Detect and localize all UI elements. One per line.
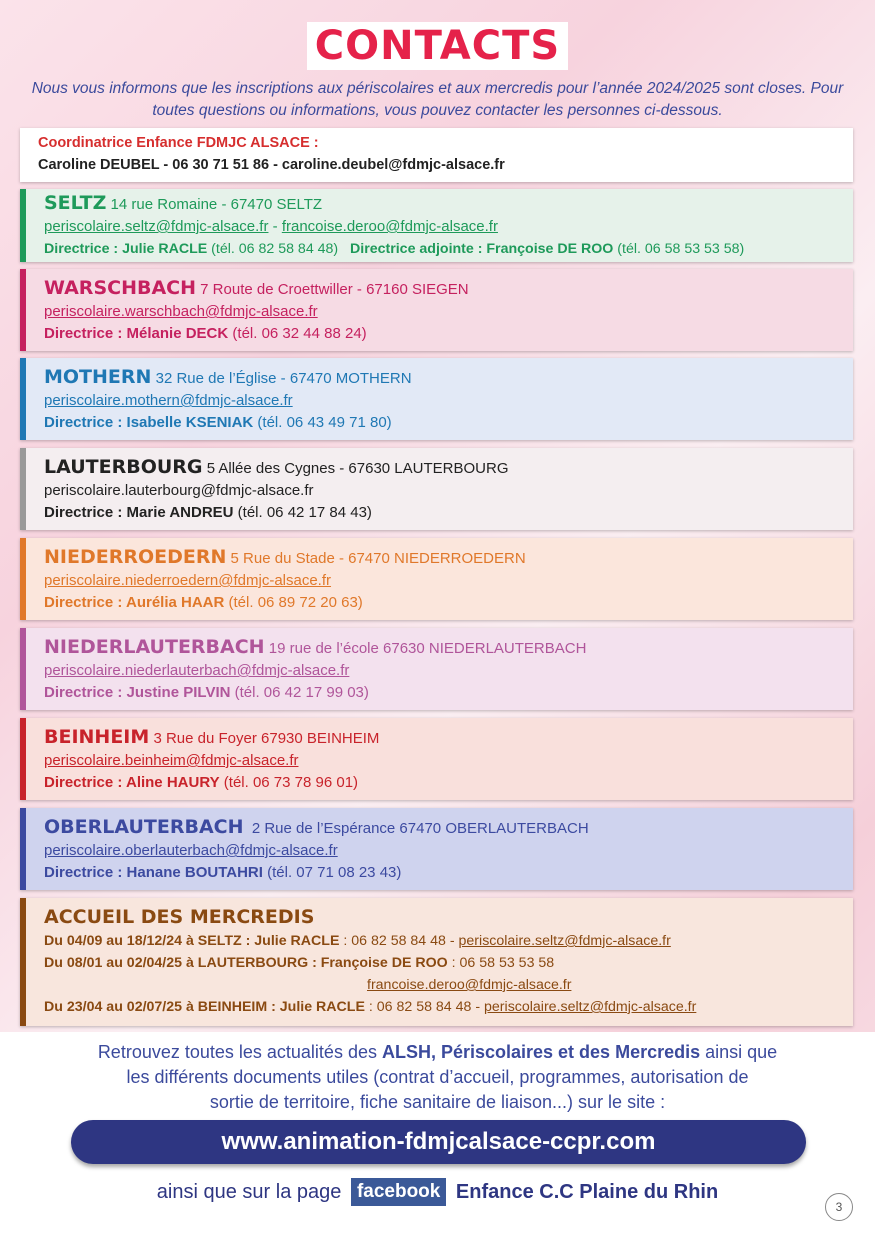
contact-card-mothern (20, 358, 853, 440)
site-address: 5 Rue du Stade - 67470 NIEDERROEDERN (230, 550, 526, 567)
footer-line-1: Retrouvez toutes les actualités des (97, 1042, 382, 1062)
facebook-logo-icon[interactable]: facebook (351, 1178, 446, 1206)
section-title: ACCUEIL DES MERCREDIS (44, 906, 315, 928)
accent-bar (20, 358, 26, 440)
footer-line-3: sortie de territoire, fiche sanitaire de liaison...) sur le site : (209, 1092, 666, 1112)
director-label: Directrice : Mélanie DECK (44, 325, 229, 342)
contact-card-oberlauterbach (20, 808, 853, 890)
schedule-label: Du 08/01 au 02/04/25 à LAUTERBOURG : Françoise DE ROO (44, 955, 448, 971)
site-name: NIEDERROEDERN (44, 546, 227, 568)
schedule-label: Du 04/09 au 18/12/24 à SELTZ : Julie RACLE (44, 933, 340, 949)
contact-card-niederlauterbach (20, 628, 853, 710)
site-name: LAUTERBOURG (44, 456, 203, 478)
email-link[interactable]: francoise.deroo@fdmjc-alsace.fr (367, 977, 572, 993)
email-link[interactable]: periscolaire.seltz@fdmjc-alsace.fr (484, 999, 697, 1015)
email-link[interactable]: periscolaire.niederlauterbach@fdmjc-alsace.fr (44, 662, 350, 679)
facebook-page-name[interactable]: Enfance C.C Plaine du Rhin (455, 1181, 719, 1203)
director-phone: (tél. 06 42 17 99 03) (234, 684, 369, 701)
footer-line-1-end: ainsi que (700, 1042, 778, 1062)
page-title: CONTACTS (307, 22, 568, 70)
email-link[interactable]: periscolaire.oberlauterbach@fdmjc-alsace.fr (44, 842, 338, 859)
email-link[interactable]: periscolaire.niederroedern@fdmjc-alsace.fr (44, 572, 332, 589)
accent-bar (20, 808, 26, 890)
director-label: Directrice : Aline HAURY (44, 774, 220, 791)
title-container (0, 22, 875, 70)
director-phone: (tél. 06 89 72 20 63) (228, 594, 363, 611)
accent-bar (20, 538, 26, 620)
site-address: 3 Rue du Foyer 67930 BEINHEIM (153, 730, 380, 747)
accent-bar (20, 628, 26, 710)
schedule-label: Du 23/04 au 02/07/25 à BEINHEIM : Julie RACLE (44, 999, 365, 1015)
director-label: Directrice : Marie ANDREU (44, 504, 234, 521)
site-address: 5 Allée des Cygnes - 67630 LAUTERBOURG (206, 460, 509, 477)
schedule-phone: : 06 82 58 84 48 - (364, 999, 485, 1015)
director-label: Directrice : Justine PILVIN (44, 684, 231, 701)
accent-bar (20, 718, 26, 800)
email-link[interactable]: periscolaire.lauterbourg@fdmjc-alsace.fr (44, 482, 314, 499)
director-phone: (tél. 07 71 08 23 43) (267, 864, 402, 881)
page-number: 3 (825, 1193, 853, 1221)
wednesday-care-box (20, 898, 853, 1026)
email-link[interactable]: periscolaire.seltz@fdmjc-alsace.fr (44, 218, 269, 235)
website-url-button[interactable]: www.animation-fdmjcalsace-ccpr.com (71, 1120, 806, 1164)
coordinator-details: Caroline DEUBEL - 06 30 71 51 86 - caroline.deubel@fdmjc-alsace.fr (38, 157, 505, 173)
email-link[interactable]: periscolaire.warschbach@fdmjc-alsace.fr (44, 303, 318, 320)
separator: - (268, 218, 282, 235)
email-link[interactable]: periscolaire.seltz@fdmjc-alsace.fr (458, 933, 671, 949)
site-address: 14 rue Romaine - 67470 SELTZ (110, 196, 323, 213)
site-name: MOTHERN (44, 366, 152, 388)
footer-text (20, 1040, 855, 1115)
site-name: NIEDERLAUTERBACH (44, 636, 265, 658)
director-label: Directrice : Isabelle KSENIAK (44, 414, 254, 431)
schedule-phone: : 06 58 53 53 58 (447, 955, 555, 971)
site-address: 19 rue de l’école 67630 NIEDERLAUTERBACH (268, 640, 587, 657)
director-label: Directrice : Aurélia HAAR (44, 594, 225, 611)
email-link[interactable]: periscolaire.beinheim@fdmjc-alsace.fr (44, 752, 299, 769)
site-name: SELTZ (44, 192, 107, 214)
facebook-line (0, 1178, 875, 1206)
schedule-phone: : 06 82 58 84 48 - (339, 933, 459, 949)
facebook-prefix: ainsi que sur la page (156, 1181, 342, 1203)
footer-line-1-bold: ALSH, Périscolaires et des Mercredis (381, 1042, 701, 1062)
director-phone: (tél. 06 73 78 96 01) (223, 774, 359, 791)
director-label: Directrice : Hanane BOUTAHRI (44, 864, 263, 881)
contact-card-beinheim (20, 718, 853, 800)
email-link[interactable]: francoise.deroo@fdmjc-alsace.fr (281, 218, 498, 235)
contact-card-niederroedern (20, 538, 853, 620)
accent-bar (20, 448, 26, 530)
director-phone: (tél. 06 43 49 71 80) (257, 414, 392, 431)
contact-card-lauterbourg (20, 448, 853, 530)
site-name: WARSCHBACH (44, 277, 196, 299)
accent-bar (20, 189, 26, 262)
intro-text: Nous vous informons que les inscriptions aux périscolaires et aux mercredis pour l’année 2024/2025 sont closes. Pour toutes questions ou informations, vous pouvez contacter les personnes ci-dessous. (31, 80, 844, 119)
director-phone: (tél. 06 82 58 84 48) (211, 241, 339, 257)
email-link[interactable]: periscolaire.mothern@fdmjc-alsace.fr (44, 392, 293, 409)
site-address: 2 Rue de l’Espérance 67470 OBERLAUTERBACH (251, 820, 589, 837)
contact-card-warschbach (20, 269, 853, 351)
director-label: Directrice : Julie RACLE (44, 241, 208, 257)
deputy-director-label: Directrice adjointe : Françoise DE ROO (350, 241, 614, 257)
footer-line-2: les différents documents utiles (contrat d’accueil, programmes, autorisation de (126, 1067, 749, 1087)
site-address: 32 Rue de l’Église - 67470 MOTHERN (155, 370, 412, 387)
accent-bar (20, 269, 26, 351)
director-phone: (tél. 06 42 17 84 43) (237, 504, 372, 521)
coordinator-box (20, 128, 853, 182)
contact-card-seltz (20, 189, 853, 262)
director-phone: (tél. 06 32 44 88 24) (232, 325, 367, 342)
deputy-director-phone: (tél. 06 58 53 53 58) (617, 241, 745, 257)
coordinator-label: Coordinatrice Enfance FDMJC ALSACE : (38, 135, 319, 151)
site-name: BEINHEIM (44, 726, 150, 748)
accent-bar (20, 898, 26, 1026)
site-name: OBERLAUTERBACH (44, 816, 244, 838)
site-address: 7 Route de Croettwiller - 67160 SIEGEN (200, 281, 469, 298)
